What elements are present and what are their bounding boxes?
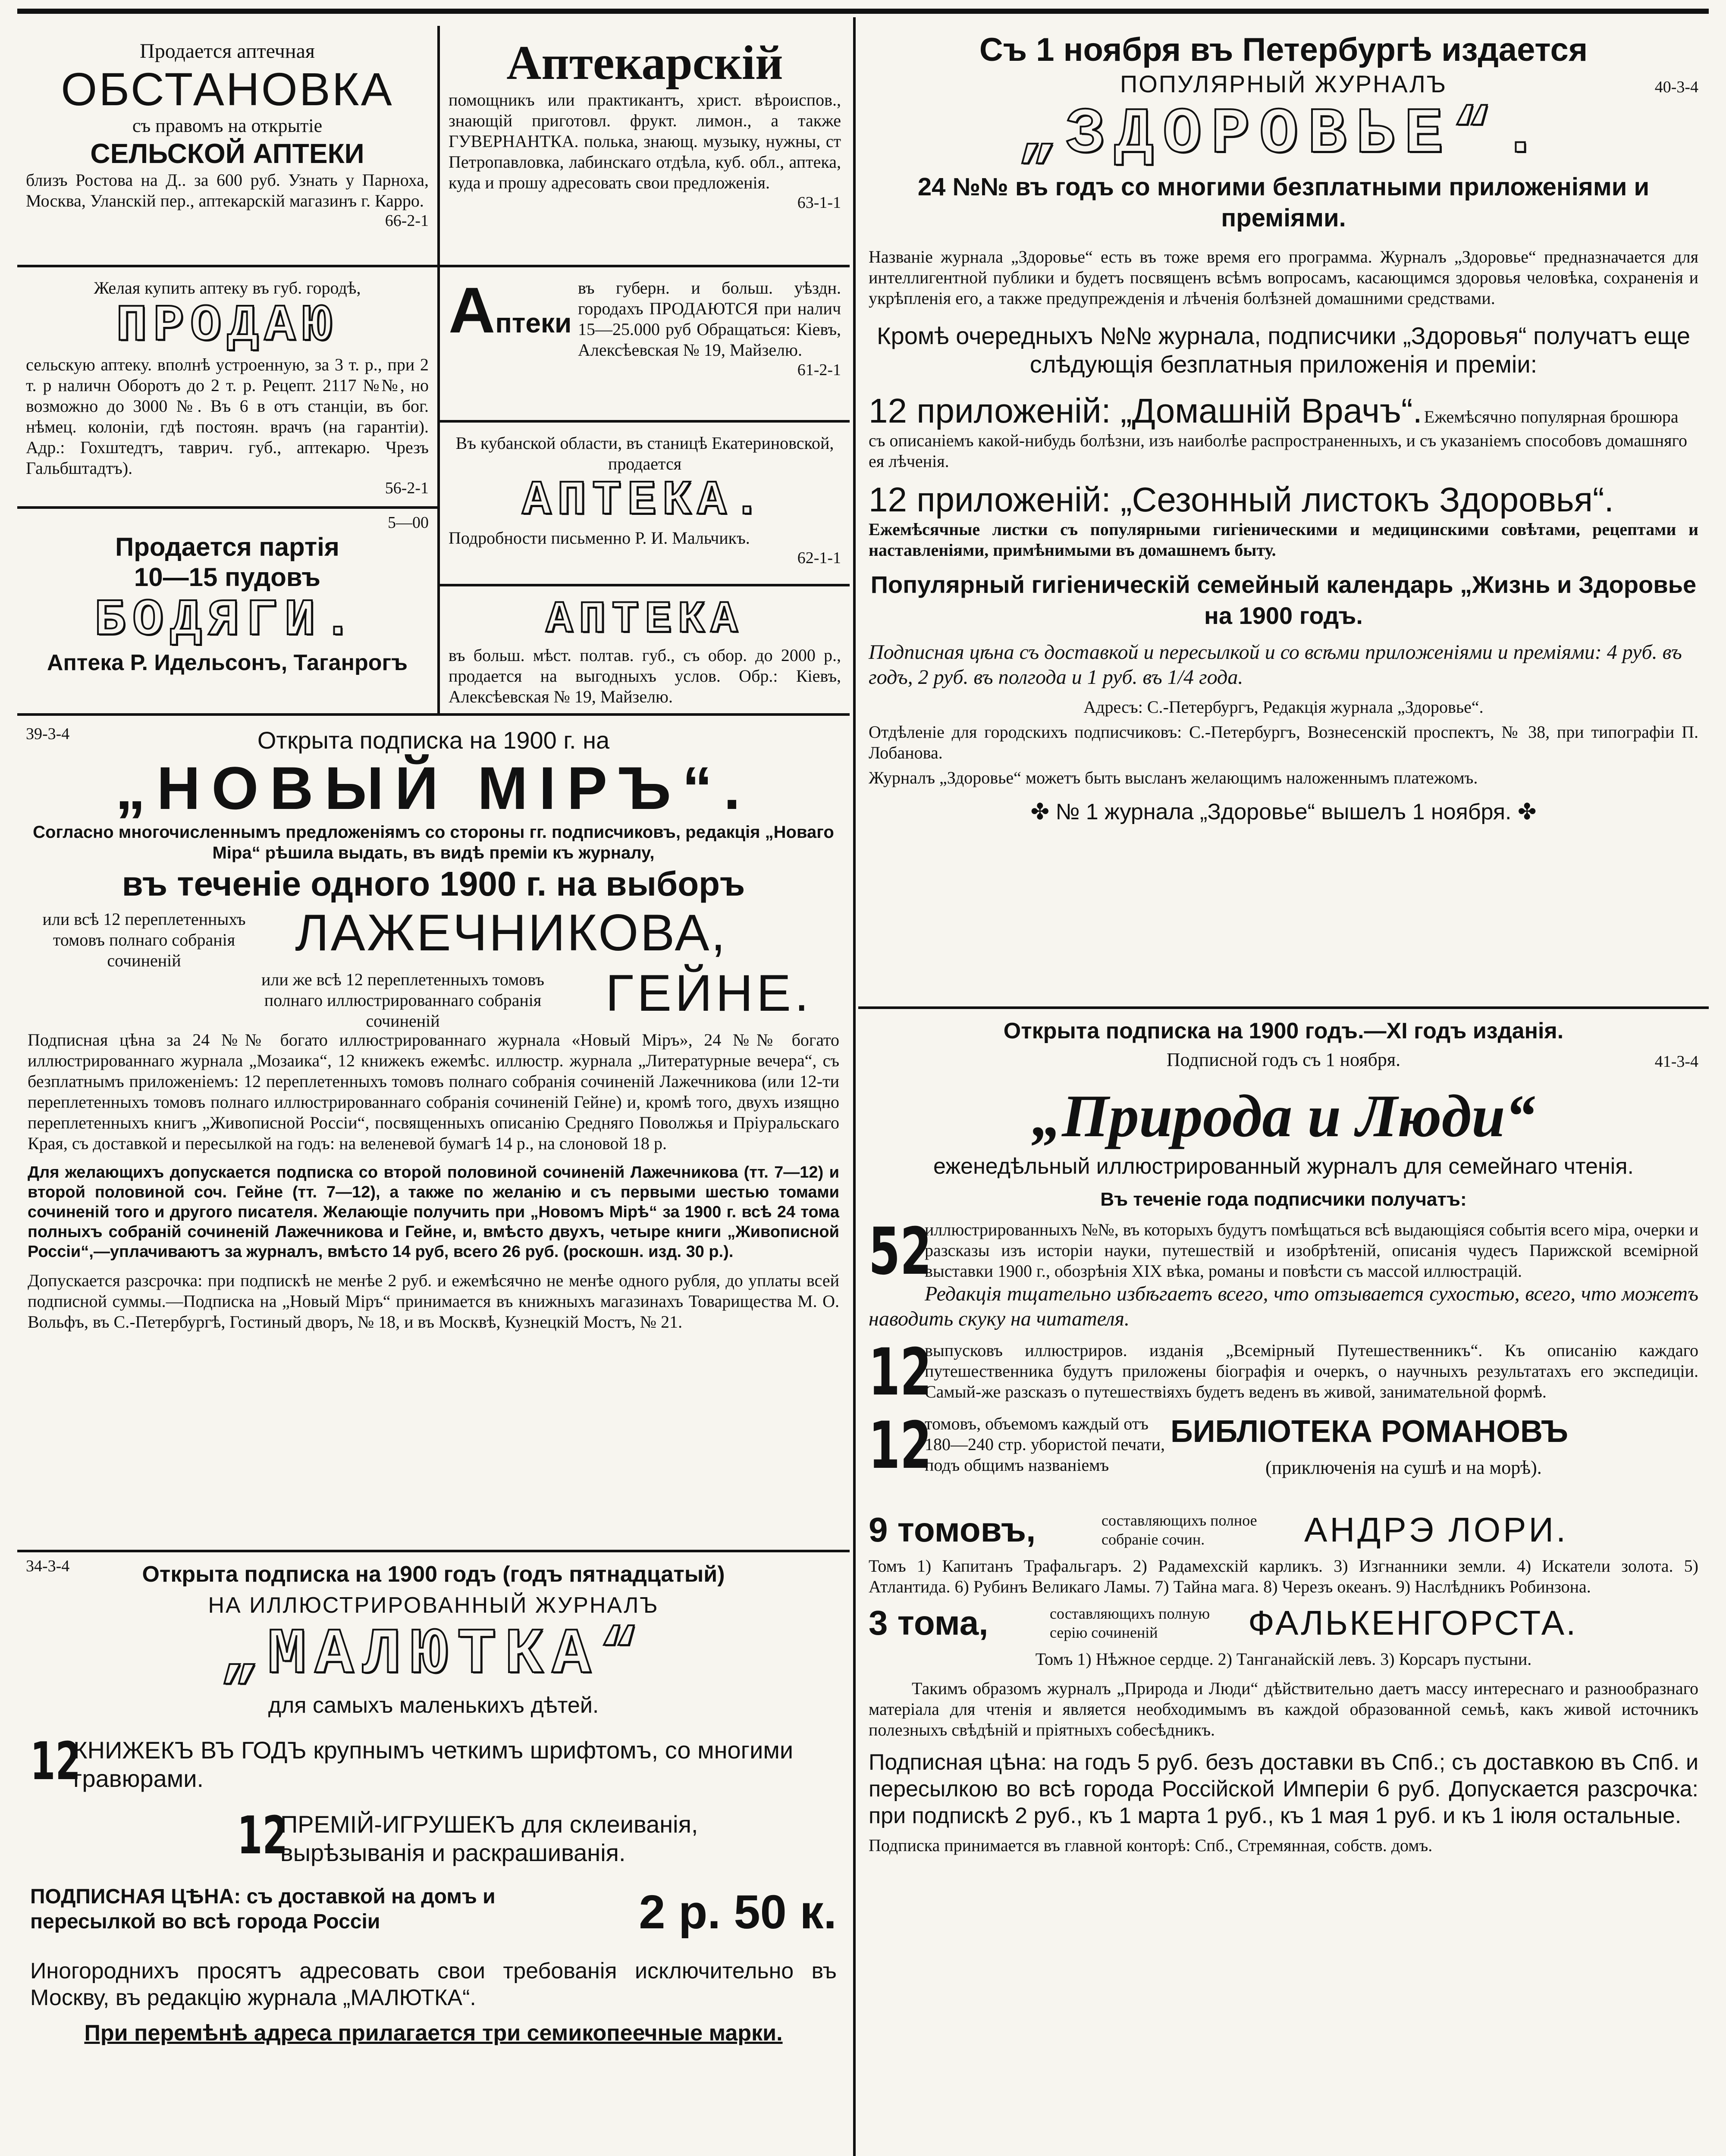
ad5-drop-letter: А [449,274,496,346]
right-column [858,26,1709,2156]
malyutka-line3: для самыхъ маленькихъ дѣтей. [268,1693,599,1718]
zdorovie-line2: ПОПУЛЯРНЫЙ ЖУРНАЛЪ [1120,70,1447,97]
novy-mir-code: 39-3-4 [26,725,70,743]
zdorovie-p2: Кромѣ очередныхъ №№ журнала, подписчики „Здоровья“ получатъ еще слѣдующія безплатныя приложенія и преміи: [877,322,1690,378]
ornament-left-icon: ✤ [1030,799,1056,824]
priroda-title: „Природа и Люди“ [1032,1083,1535,1150]
option1-small: или всѣ 12 переплетенныхъ томовъ полнаго собранія сочиненій [42,909,246,970]
left-column [17,26,850,2156]
malyutka-books [30,1732,837,1793]
ad-priroda-i-lyudi [858,1009,1709,2156]
item-falkenhorst-list: Томъ 1) Нѣжное сердце. 2) Танганайскій левъ. 3) Корсаръ пустыни. [1035,1649,1532,1669]
ad6-code: 62-1-1 [797,549,841,567]
ad-poltava-pharmacy [440,586,850,716]
novy-mir-option2 [28,965,839,1030]
item-lori-list: Томъ 1) Капитанъ Трафальгаръ. 2) Радамехскій карликъ. 3) Изгнанники земли. 4) Искатели золота. 5) Атлантида. 6) Рубинъ Великаго Ламы. 7) Тайна мага. 8) Черезъ океанъ. 9) Наслѣдникъ Робинзона. [869,1556,1698,1596]
zdorovie-first-issue [869,799,1698,825]
priroda-lead: Въ теченіе года подписчики получатъ: [1100,1189,1467,1210]
ad4-code: 63-1-1 [797,194,841,212]
option1-big: ЛАЖЕЧНИКОВА, [295,904,727,962]
ad-pharmacy-furniture [17,26,440,267]
first-issue-text: № 1 журнала „Здоровье“ вышелъ 1 ноября. [1055,799,1512,824]
ad-zdorovie [858,26,1709,1009]
zdorovie-address: Адресъ: С.-Петербургъ, Редакція журнала „Здоровье“. [1083,697,1484,717]
ad1-line3: СЕЛЬСКОЙ АПТЕКИ [90,138,364,169]
ad1-headline: ОБСТАНОВКА [61,63,394,115]
novy-mir-title: „НОВЫЙ МІРЪ“. [115,754,752,822]
ad2-line1: Желая купить аптеку въ губ. городѣ, [94,278,361,298]
appendix1-head: 12 приложеній: „Домашній Врачъ“. [869,392,1422,430]
item-falkenhorst-small: составляющихъ полную серію сочиненій [1050,1605,1210,1641]
item-library-number: 12 [869,1408,932,1483]
ornament-right-icon: ✤ [1511,799,1537,824]
item-falkenhorst-count: 3 тома, [869,1604,989,1642]
ad-pharmacist-assistant [440,26,850,267]
zdorovie-cod: Журналъ „Здоровье“ можетъ быть высланъ желающимъ наложеннымъ платежомъ. [869,768,1478,787]
item-traveller-number: 12 [869,1335,932,1410]
malyutka-price [30,1884,837,1945]
ad7-body: въ больш. мѣст. полтав. губ., съ обор. до 2000 р., продается на выгодныхъ услов. Обр.: Кіевъ, Алексѣевская № 19, Майзелю. [449,646,841,706]
priroda-item-traveller [869,1335,1698,1410]
malyutka-line2: НА ИЛЛЮСТРИРОВАННЫЙ ЖУРНАЛЪ [208,1593,659,1618]
zdorovie-price: Подписная цѣна съ доставкой и пересылкой и со всѣми приложеніями и преміями: 4 руб. въ годъ, 2 руб. въ полгода и 1 руб. въ 1/4 года. [869,641,1682,689]
priroda-price: Подписная цѣна: на годъ 5 руб. безъ доставки въ Спб.; съ доставкою въ Спб. и пересылкою во всѣ города Россійской Имперіи 6 руб. Допускается разсрочка: при подпискѣ 2 руб., къ 1 марта 1 руб., къ 1 мая 1 руб. и къ 1 іюля остальные. [869,1750,1698,1828]
ad-kuban-pharmacy [440,423,850,586]
item-52-italic: Редакція тщательно избѣгаетъ всего, что отзывается сухостью, всего, что можетъ наводить скуку на читателя. [869,1282,1698,1330]
malyutka-address: Иногороднихъ просятъ адресовать свои требованія исключительно въ Москву, въ редакцію журнала „МАЛЮТКА“. [30,1959,837,2010]
ad2-headline: ПРОДАЮ [116,297,339,356]
ad-selling-pharmacy [17,267,440,509]
item-falkenhorst-big: ФАЛЬКЕНГОРСТА. [1248,1604,1578,1642]
item-lori-small: составляющихъ полное собраніе сочин. [1102,1512,1257,1548]
ad1-body: близъ Ростова на Д.. за 600 руб. Узнать у Парноха, Москва, Уланскій пер., аптекарскій магазинъ г. Карро. [26,170,429,210]
ad1-code: 66-2-1 [385,212,429,230]
ad2-body: сельскую аптеку. вполнѣ устроенную, за 3 т. р., при 2 т. р наличн Оборотъ до 2 т. р. Рецепт. 2117 №№, но возможно до 3000 №. Въ 6 в отъ станціи, въ бог. нѣмец. колоніи, гдѣ постоян. врачъ (на гарантіи). Адр.: Гохштедтъ, таврич. губ., аптекарю. Чрезъ Гальбштадтъ). [26,355,429,478]
item-52-number: 52 [869,1214,932,1289]
novy-mir-choice: въ теченіе одного 1900 г. на выборъ [122,865,745,903]
malyutka-toys-text: ПРЕМІЙ-ИГРУШЕКЪ для склеиванія, вырѣзыванія и раскрашиванія. [280,1811,698,1866]
zdorovie-appendix1 [869,392,1698,472]
ad3-headline: БОДЯГИ. [94,592,361,650]
option2-big: ГЕЙНЕ. [606,964,813,1022]
item-traveller-text: выпусковъ иллюстриров. изданія „Всемірный Путешественникъ“. Къ описанію каждаго путешественника будутъ приложены біографія и очеркъ, о научныхъ результатахъ его экспедиціи. Самый-же разсказъ о путешествіяхъ будетъ веденъ въ живой, занимательной формѣ. [925,1341,1698,1401]
ad5-code: 61-2-1 [797,361,841,379]
malyutka-books-text: КНИЖЕКЪ ВЪ ГОДЪ крупнымъ четкимъ шрифтомъ, со многими гравюрами. [73,1736,794,1792]
ad3-code: 5—00 [388,514,429,532]
malyutka-price-label: ПОДПИСНАЯ ЦѢНА: съ доставкой на домъ и пересылкой во всѣ города Россіи [30,1885,496,1933]
malyutka-price-value: 2 р. 50 к. [639,1886,837,1939]
ad4-headline: Аптекарскій [506,36,783,90]
priroda-office: Подписка принимается въ главной конторѣ: Спб., Стремянная, собств. домъ. [869,1836,1433,1855]
zdorovie-code: 40-3-4 [1654,78,1698,96]
novy-mir-line1: Открыта подписка на 1900 г. на [257,727,610,754]
zdorovie-appendix2 [869,480,1698,561]
malyutka-code: 34-3-4 [26,1557,70,1575]
malyutka-note: При перемѣнѣ адреса прилагается три семикопеечные марки. [84,2021,783,2046]
ad4-body: помощникъ или практикантъ, христ. вѣроиспов., знающій приготовл. фрукт. лимон., а также ГУВЕРНАНТКА. полька, знающ. музыку, нужны, ст Петропавловка, лабинскаго отдѣла, куб. обл., аптека, куда и прошу адресовать свои предложенія. [449,90,841,192]
ad6-body: Подробности письменно Р. И. Мальчикъ. [449,528,750,548]
zdorovie-sub: 24 №№ въ годъ со многими безплатными приложеніями и преміями. [917,173,1650,232]
item-library-small: томовъ, объемомъ каждый отъ 180—240 стр. убористой печати, подъ общимъ названіемъ [925,1414,1165,1475]
ad3-line2: 10—15 пудовъ [134,563,321,592]
novy-mir-intro: Согласно многочисленнымъ предложеніямъ со стороны гг. подписчиковъ, редакція „Новаго Міра“ рѣшила выдать, въ видѣ преміи къ журналу, [33,823,834,862]
ad3-line1: Продается партія [115,533,339,561]
ad-malyutka [17,1552,850,2156]
malyutka-line1: Открыта подписка на 1900 годъ (годъ пятнадцатый) [142,1562,725,1587]
priroda-line1: Открыта подписка на 1900 годъ.—XI годъ изданія. [1003,1018,1564,1044]
priroda-code: 41-3-4 [1654,1053,1698,1071]
malyutka-title: „МАЛЮТКА“ [220,1619,647,1692]
malyutka-toys [237,1806,837,1867]
priroda-item-lori [869,1508,1698,1556]
ad-bodyaga [17,509,440,716]
ad-novy-mir [17,716,850,1552]
ad3-line3: Аптека Р. Идельсонъ, Таганрогъ [47,650,408,675]
appendix2-body: Ежемѣсячные листки съ популярными гигіеническими и медицинскими совѣтами, рецептами и наставленіями, примѣнимыми въ домашнемъ быту. [869,520,1698,560]
zdorovie-title: „ЗДОРОВЬЕ“. [1017,98,1550,172]
priroda-sub: еженедѣльный иллюстрированный журналъ для семейнаго чтенія. [933,1154,1634,1179]
novy-mir-p1: Подписная цѣна за 24 №№ богато иллюстрированнаго журнала «Новый Міръ», 24 №№ богато иллюстрированнаго журнала „Мозаика“, 12 книжекъ ежемѣс. иллюстр. журнала „Литературные вечера“, съ безплатнымъ приложеніемъ: 12 переплетенныхъ томовъ полнаго собранія сочиненій Лажечникова (или 12-ти переплетенныхъ томовъ полнаго иллюстрированнаго собранія сочиненій Гейне) и, кромѣ того, двухъ изящно переплетенныхъ книгъ „Живописной Россіи“, посвященныхъ описанію Средняго Поволжья и Пріуральскаго Края, съ доставкой и пересылкой на годъ: на веленевой бумагѣ 14 р., на слоновой 18 р. [28,1030,839,1153]
priroda-item-falkenhorst [869,1601,1698,1649]
ad2-code: 56-2-1 [385,479,429,497]
ad5-body: въ губерн. и больш. уѣздн. городахъ ПРОДАЮТСЯ при налич 15—25.000 руб Обращаться: Кіевъ, Алексѣевская № 19, Майзелю. [578,278,841,360]
ad6-headline: АПТЕКА. [522,473,768,528]
item-library-sub: (приключенія на сушѣ и на морѣ). [1265,1457,1542,1478]
appendix1-body: Ежемѣсячно популярная брошюра съ описаніемъ какой-нибудь болѣзни, изъ наиболѣе распространенныхъ, и съ указаніемъ способовъ домашняго ея лѣченія. [869,407,1687,471]
malyutka-toys-number: 12 [237,1806,288,1866]
zdorovie-branch: Отдѣленіе для городскихъ подписчиковъ: С.-Петербургъ, Вознесенскій проспектъ, № 38, при типографіи П. Лобанова. [869,722,1698,762]
novy-mir-p3: Допускается разсрочка: при подпискѣ не менѣе 2 руб. и ежемѣсячно не менѣе одного рубля, до уплаты всей подписной суммы.—Подписка на „Новый Міръ“ принимается въ книжныхъ магазинахъ Товарищества М. О. Вольфъ, въ С.-Петербургѣ, Гостиный дворъ, № 18, и въ Москвѣ, Кузнецкій Мостъ, № 21. [28,1271,839,1332]
ad1-line1: Продается аптечная [140,40,315,63]
ad1-line2: съ правомъ на открытіе [132,115,323,136]
item-52-text: иллюстрированныхъ №№, въ которыхъ будутъ помѣщаться всѣ выдающіяся событія всего міра, очерки и разсказы изъ исторіи науки, путешествій и изобрѣтеній, описанія чудесъ Парижской всемірной выставки 1900 г., обозрѣнія XIX вѣка, романы и повѣсти съ массой иллюстрацій. [925,1220,1698,1281]
column-divider [853,17,856,2156]
appendix2-head: 12 приложеній: „Сезонный листокъ Здоровья“. [869,480,1614,519]
zdorovie-calendar: Популярный гигіеническій семейный календарь „Жизнь и Здоровье на 1900 годъ. [870,571,1697,629]
priroda-item-52 [869,1214,1698,1332]
option2-small: или же всѣ 12 переплетенныхъ томовъ полнаго иллюстрированнаго собранія сочиненій [261,970,544,1031]
top-rule [17,9,1709,14]
item-lori-count: 9 томовъ, [869,1510,1036,1549]
priroda-item-library [869,1408,1698,1508]
ad5-word: птеки [495,307,572,338]
item-lori-big: АНДРЭ ЛОРИ. [1304,1510,1569,1549]
novy-mir-option1 [28,904,839,970]
item-library-big: БИБЛІОТЕКА РОМАНОВЪ [1171,1414,1569,1449]
ad-pharmacies-sale [440,267,850,423]
zdorovie-line1: Съ 1 ноября въ Петербургѣ издается [979,31,1588,68]
ad7-headline: АПТЕКА [546,595,744,646]
novy-mir-p2: Для желающихъ допускается подписка со второй половиной сочиненій Лажечникова (тт. 7—12) и второй половиной соч. Гейне (тт. 7—12), а также по желанію и съ первыми шестью томами сочиненій того и другого писателя. Желающіе получить при „Новомъ Мірѣ“ за 1900 г. всѣ 24 тома полныхъ собраній сочиненій Лажечникова и Гейне, и, вмѣсто двухъ, четыре книги „Живописной Россіи“,—уплачиваютъ за журналъ, вмѣсто 14 руб, всего 26 руб. (роскошн. изд. 30 р.). [28,1163,839,1261]
priroda-line2: Подписной годъ съ 1 ноября. [1166,1049,1401,1070]
ad6-line1: Въ кубанской области, въ станицѣ Екатериновской, продается [455,433,834,473]
zdorovie-p1: Названіе журнала „Здоровье“ есть въ тоже время его программа. Журналъ „Здоровье“ предназначается для интеллигентной публики и будетъ посвященъ всѣмъ вопросамъ, касающимся здоровья человѣка, сохраненія и укрѣпленія его, а также предупрежденія и лѣченія болѣзней домашними средствами. [869,247,1698,308]
malyutka-books-number: 12 [30,1732,81,1792]
priroda-summary: Такимъ образомъ журналъ „Природа и Люди“ дѣйствительно даетъ массу интереснаго и разнообразнаго матеріала для чтенія и является необходимымъ въ каждой образованной семьѣ, какъ живой источникъ полезныхъ свѣдѣній и пріятныхъ собесѣдникъ. [869,1679,1698,1739]
